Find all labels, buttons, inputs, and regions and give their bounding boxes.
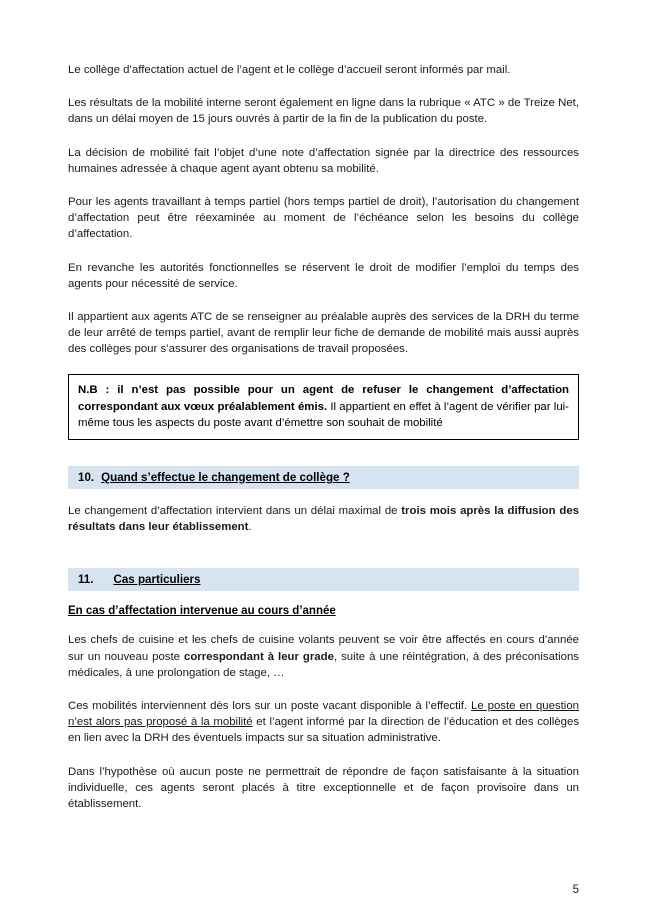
subheading: En cas d’affectation intervenue au cours d’année [68,605,336,618]
paragraph [68,503,579,535]
paragraph-bold-part: trois mois après la diffusion des résultats dans leur établissement [68,505,579,534]
paragraph: Les résultats de la mobilité interne seront également en ligne dans la rubrique « ATC » de Treize Net, dans un délai moyen de 15 jours ouvrés à partir de la fin de la publication du poste. [68,97,579,126]
note-box-bold-text: N.B : il n’est pas possible pour un agent de refuser le changement d’affectation correspondant aux vœux préalablement émis. [78,384,569,413]
paragraph-part: Ces mobilités interviennent dès lors sur un poste vacant disponible à l’effectif. [68,699,472,712]
paragraph [68,632,579,681]
section-title: Cas particuliers [113,573,201,587]
paragraph-part: Les chefs de cuisine et les chefs de cuisine volants peuvent se voir être affectés en cours d’année sur un nouveau poste [68,634,579,663]
note-box [68,374,579,440]
paragraph: En revanche les autorités fonctionnelles se réservent le droit de modifier l’emploi du temps des agents pour nécessité de service. [68,261,579,290]
paragraph-bold-part: correspondant à leur grade [184,650,334,663]
paragraph: Pour les agents travaillant à temps partiel (hors temps partiel de droit), l’autorisation du changement d’affectation peut être réexaminée au moment de l’échéance selon les besoins du collège d’affectation. [68,195,579,241]
paragraph: Le collège d’affectation actuel de l’agent et le collège d’accueil seront informés par mail. [68,64,511,76]
paragraph [68,698,579,747]
section-title: Quand s’effectue le changement de collège ? [101,471,350,484]
paragraph-underlined-part: Le poste en question n’est alors pas proposé à la mobilité [68,699,580,729]
section-number: 10. [78,471,95,484]
paragraph-part: , suite à une réintégration, à des préconisations médicales, à une prolongation de stage, … [68,650,580,679]
page-number: 5 [572,884,579,896]
note-box-rest-text: Il appartient en effet à l’agent de vérifier par lui-même tous les aspects du poste avant d’émettre son souhait de mobilité [78,400,569,429]
paragraph-part: et l’agent informé par la direction de l’éducation et des collèges en lien avec la DRH des éventuels impacts sur sa situation administrative. [68,716,580,745]
paragraph-part: Le changement d’affectation intervient dans un délai maximal de [68,505,402,517]
paragraph-part: . [248,521,252,534]
section-heading-10 [68,466,579,489]
paragraph: Dans l’hypothèse où aucun poste ne permettrait de répondre de façon satisfaisante à la situation individuelle, ces agents seront placés à titre exceptionnelle et de façon provisoire dans un établissement. [68,765,579,810]
paragraph: Il appartient aux agents ATC de se renseigner au préalable auprès des services de la DRH du terme de leur arrêté de temps partiel, avant de remplir leur fiche de demande de mobilité mais aussi auprès des collèges pour s’assurer des organisations de travail proposées. [68,310,579,356]
paragraph: La décision de mobilité fait l’objet d’une note d’affectation signée par la directrice des ressources humaines adressée à chaque agent ayant obtenu sa mobilité. [68,146,579,175]
spacer [68,552,579,568]
section-number: 11. [78,573,94,587]
section-heading-11 [68,568,579,591]
